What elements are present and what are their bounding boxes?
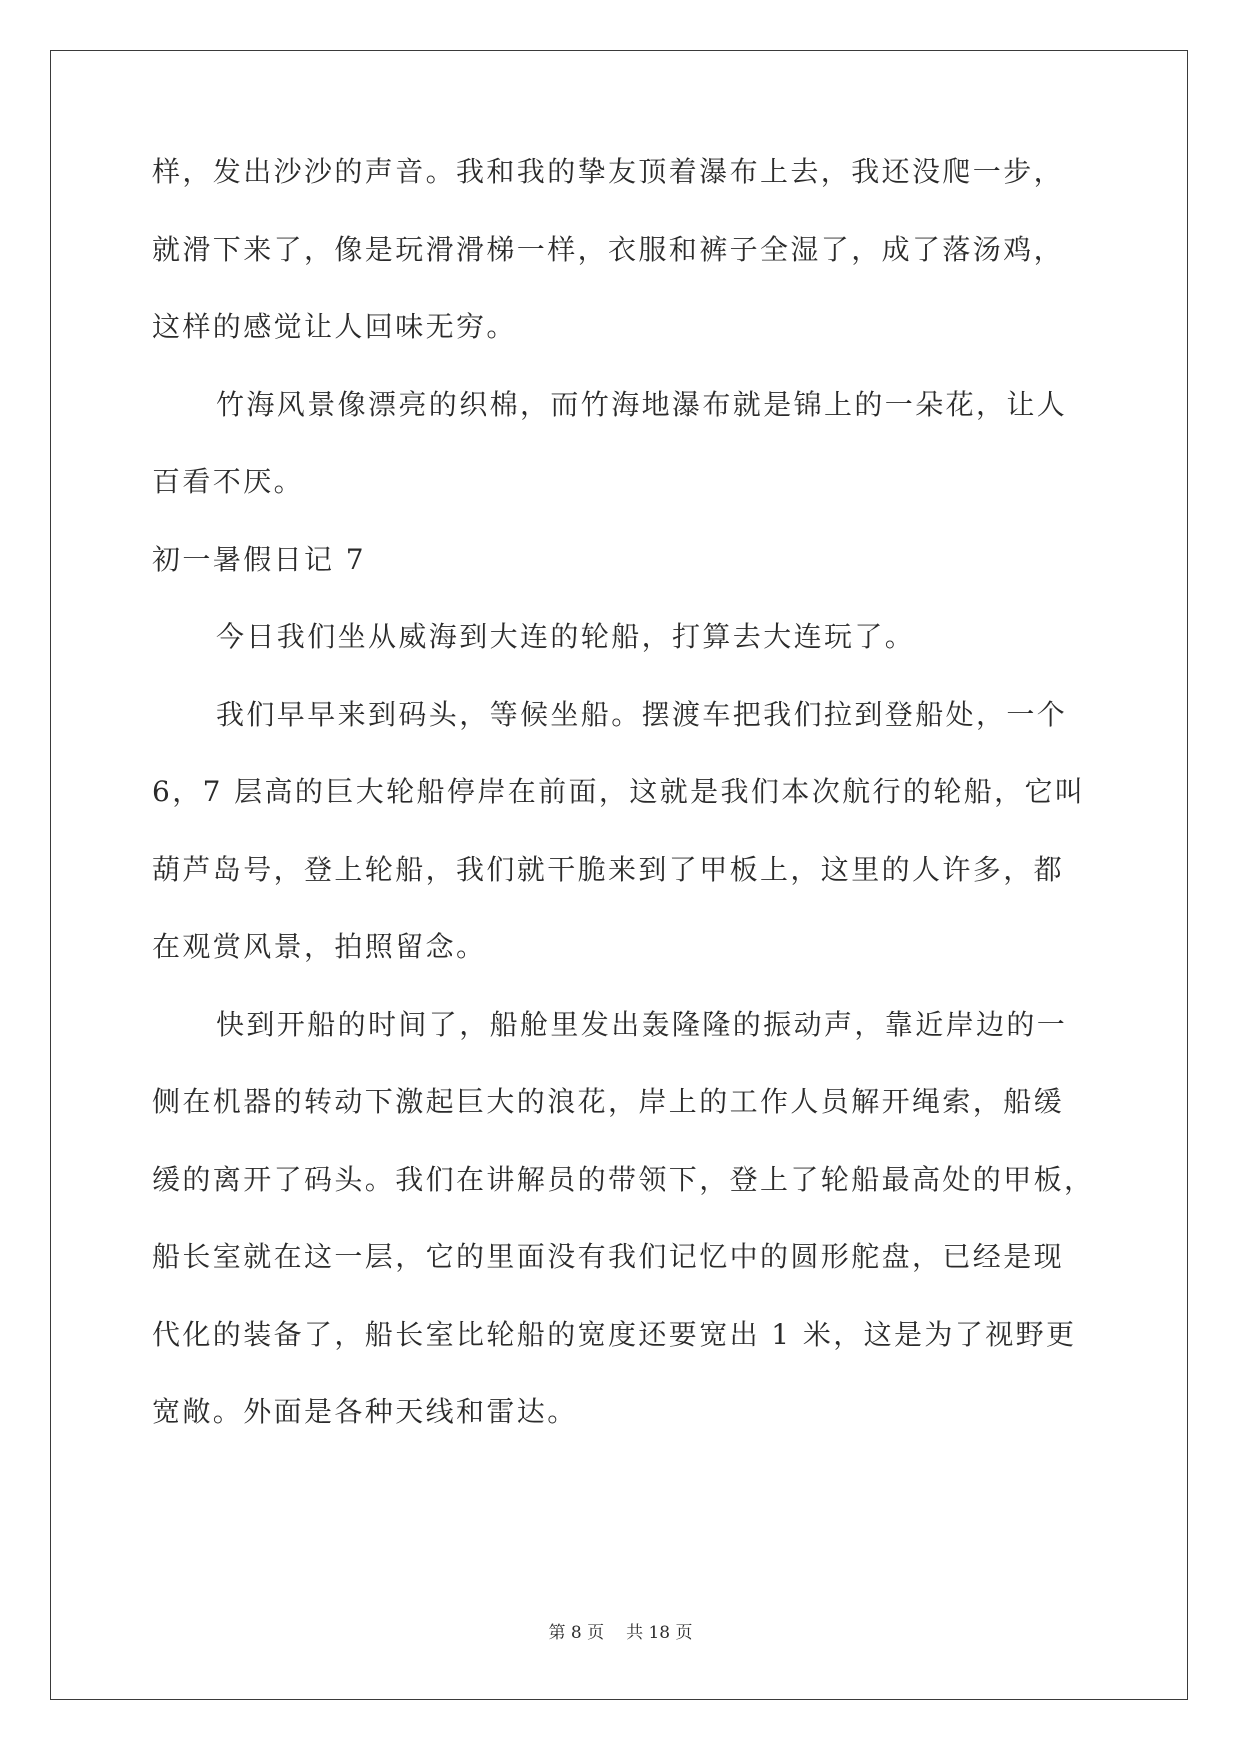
text-line: 这样的感觉让人回味无穷。 [152, 310, 517, 343]
text-line: 百看不厌。 [152, 465, 305, 498]
paragraph-first-line: 我们早早来到码头，等候坐船。摆渡车把我们拉到登船处，一个 [216, 698, 1068, 731]
text-line: 在观赏风景，拍照留念。 [152, 930, 487, 963]
text-line: 船长室就在这一层，它的里面没有我们记忆中的圆形舵盘，已经是现 [152, 1240, 1065, 1273]
page-total: 共 18 页 [626, 1623, 693, 1643]
section-heading: 初一暑假日记 7 [152, 543, 366, 576]
text-line: 缓的离开了码头。我们在讲解员的带领下，登上了轮船最高处的甲板， [152, 1163, 1095, 1196]
paragraph-first-line: 今日我们坐从威海到大连的轮船，打算去大连玩了。 [216, 620, 916, 653]
text-line: 6，7 层高的巨大轮船停岸在前面，这就是我们本次航行的轮船，它叫 [152, 775, 1086, 808]
page-number: 第 8 页 [548, 1623, 605, 1643]
paragraph-first-line: 竹海风景像漂亮的织棉，而竹海地瀑布就是锦上的一朵花，让人 [216, 388, 1068, 421]
text-line: 样，发出沙沙的声音。我和我的挚友顶着瀑布上去，我还没爬一步， [152, 155, 1065, 188]
paragraph-first-line: 快到开船的时间了，船舱里发出轰隆隆的振动声，靠近岸边的一 [216, 1008, 1068, 1041]
text-line: 侧在机器的转动下激起巨大的浪花，岸上的工作人员解开绳索，船缓 [152, 1085, 1065, 1118]
text-line: 葫芦岛号，登上轮船，我们就干脆来到了甲板上，这里的人许多，都 [152, 853, 1065, 886]
text-line: 就滑下来了，像是玩滑滑梯一样，衣服和裤子全湿了，成了落汤鸡， [152, 233, 1065, 266]
text-line: 代化的装备了，船长室比轮船的宽度还要宽出 1 米，这是为了视野更 [152, 1318, 1077, 1351]
text-line: 宽敞。外面是各种天线和雷达。 [152, 1395, 578, 1428]
page-footer [0, 1618, 1241, 1643]
